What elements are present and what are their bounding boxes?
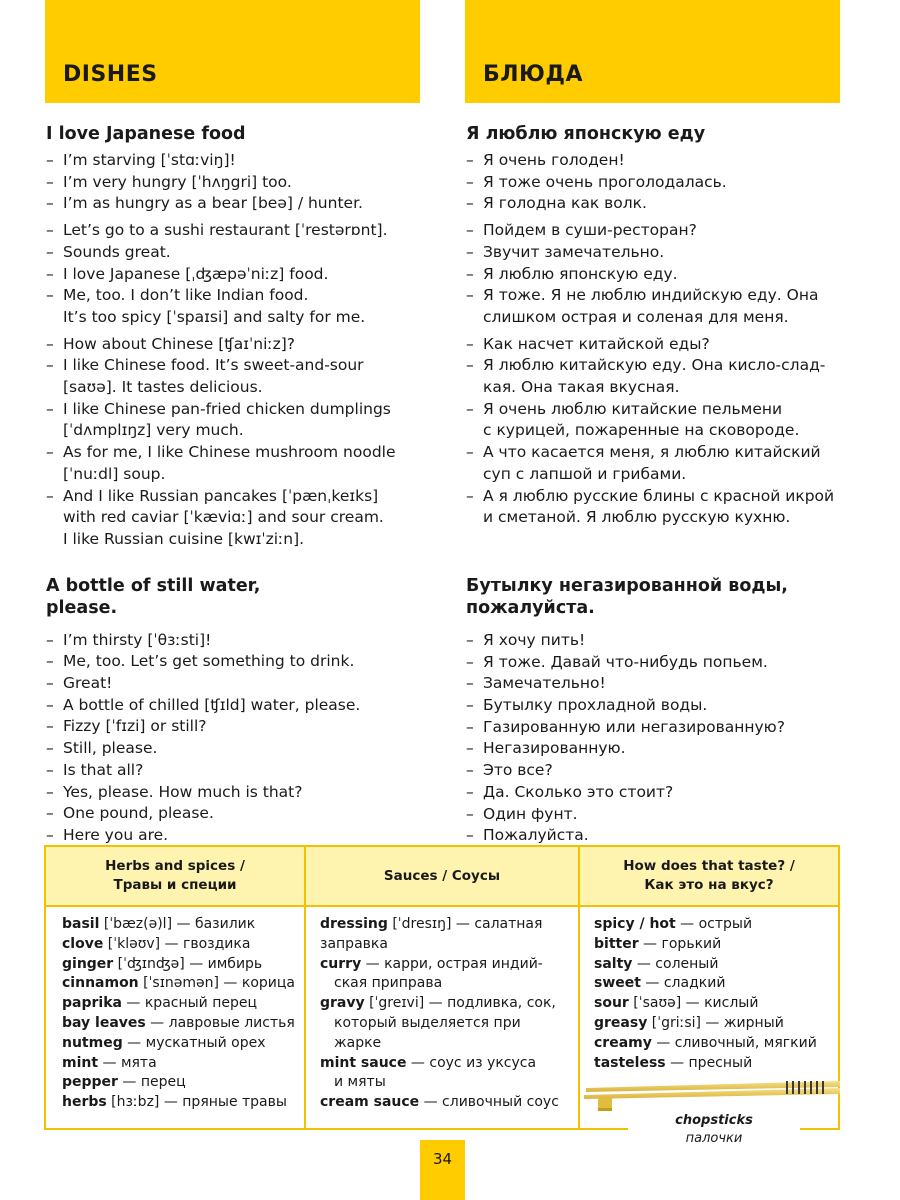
dialogue-line: – Is that all?: [46, 760, 436, 782]
vocab-row: [320, 1054, 576, 1074]
vocab-row: [320, 1014, 576, 1034]
vocab-term: bay leaves: [62, 1014, 146, 1031]
dialogue-line: – Газированную или негазированную?: [466, 717, 856, 739]
vocab-term: salty: [594, 955, 633, 972]
dialogue-line: – Let’s go to a sushi restaurant [ˈrestərɒnt].: [46, 220, 436, 242]
vocab-row: [320, 1093, 576, 1113]
header-dishes: [45, 0, 420, 103]
caption-en: chopsticks: [675, 1113, 753, 1128]
vocab-translation: — пресный: [665, 1054, 753, 1071]
dialogue-line: – Great!: [46, 673, 436, 695]
dialogue-line: и сметаной. Я люблю русскую кухню.: [483, 508, 791, 527]
dialogue-line: – Я очень голоден!: [466, 150, 856, 172]
vocab-term: herbs: [62, 1094, 107, 1111]
vocab-row: [320, 994, 576, 1014]
dialogue-group: [466, 220, 856, 329]
table-header-herbs: [46, 847, 304, 905]
dialogue-line: – Я люблю японскую еду.: [466, 264, 856, 286]
vocab-row: [594, 1014, 834, 1034]
dialogue-still-water: [46, 630, 436, 847]
vocab-row: [320, 915, 576, 935]
dialogue-group: [466, 334, 856, 529]
dialogue-line: – I’m as hungry as a bear [beə] / hunter.: [46, 193, 436, 215]
section-title-japanese-food: I love Japanese food: [46, 124, 246, 144]
vocab-translation: — мускатный орех: [122, 1034, 266, 1051]
vocab-row: [594, 935, 834, 955]
dialogue-line: – I like Chinese food. It’s sweet-and-sour: [46, 355, 436, 377]
table-column-herbs: [62, 915, 302, 1113]
dialogue-group: [46, 150, 436, 215]
vocab-translation: [ˈgreɪvi] — подливка, сок,: [364, 995, 556, 1012]
dialogue-line: – Я тоже. Я не люблю индийскую еду. Она: [466, 285, 856, 307]
vocab-row: [62, 1054, 302, 1074]
dialogue-line: – I’m very hungry [ˈhʌŋgri] too.: [46, 172, 436, 194]
dialogue-line: слишком острая и соленая для меня.: [483, 307, 789, 326]
page-number: 34: [420, 1140, 465, 1200]
dialogue-line: – А я люблю русские блины с красной икрой: [466, 486, 856, 508]
dialogue-line: – One pound, please.: [46, 803, 436, 825]
dialogue-line: – Я хочу пить!: [466, 630, 856, 652]
table-column-sauces: [320, 915, 576, 1113]
vocab-term: basil: [62, 916, 100, 932]
vocab-row: [594, 1034, 834, 1054]
dialogue-group: [46, 220, 436, 329]
right-column: [466, 123, 856, 847]
vocab-translation: — острый: [675, 916, 753, 932]
vocab-term: ginger: [62, 955, 114, 972]
vocab-row: [594, 1054, 834, 1074]
dialogue-line: [ˈdʌmplɪŋz] very much.: [63, 421, 244, 440]
dialogue-group: [466, 150, 856, 215]
dialogue-line: – I’m thirsty [ˈθɜːsti]!: [46, 630, 436, 652]
vocab-translation: [ˈsɪnəmən] — корица: [138, 975, 296, 992]
vocab-term: creamy: [594, 1034, 652, 1051]
vocab-row: [62, 955, 302, 975]
table-header-sauces: [306, 847, 578, 905]
vocab-translation: — перец: [117, 1074, 186, 1091]
vocab-row: [62, 915, 302, 935]
table-header-text: Травы и специи: [113, 877, 237, 893]
dialogue-line: – I’m starving [ˈstɑːviŋ]!: [46, 150, 436, 172]
dialogue-group: [46, 334, 436, 551]
dialogue-line: – Я очень люблю китайские пельмени: [466, 399, 856, 421]
dialogue-line: – Замечательно!: [466, 673, 856, 695]
chopsticks-caption: [628, 1112, 800, 1158]
vocab-translation: и мяты: [334, 1074, 386, 1091]
section-title-line: A bottle of still water,: [46, 575, 261, 596]
dialogue-line: – As for me, I like Chinese mushroom noodle: [46, 442, 436, 464]
dialogue-line: – Бутылку прохладной воды.: [466, 695, 856, 717]
vocab-translation: [ˈdresɪŋ] — салатная: [387, 916, 543, 932]
dialogue-line: – Yes, please. How much is that?: [46, 782, 436, 804]
vocab-translation: — мята: [98, 1054, 157, 1071]
dialogue-yaponskaya-eda: [466, 150, 856, 529]
vocab-term: nutmeg: [62, 1034, 123, 1051]
vocab-translation: — соленый: [632, 955, 719, 972]
vocab-row: [62, 974, 302, 994]
dialogue-line: – Sounds great.: [46, 242, 436, 264]
vocab-translation: — сладкий: [640, 975, 726, 992]
dialogue-line: – Я люблю китайскую еду. Она кисло-слад-: [466, 355, 856, 377]
vocab-term: cinnamon: [62, 975, 139, 992]
vocab-row: [594, 955, 834, 975]
table-header-text: Как это на вкус?: [644, 877, 774, 893]
table-column-taste: [594, 915, 834, 1073]
dialogue-line: [saʊə]. It tastes delicious.: [63, 378, 263, 397]
vocab-translation: [ˈbæz(ə)l] — базилик: [99, 916, 256, 932]
dialogue-line: – Fizzy [ˈfɪzi] or still?: [46, 716, 436, 738]
header-title-ru: БЛЮДА: [483, 62, 583, 87]
table-header-text: Herbs and spices /: [105, 858, 245, 874]
table-header-text: Sauces / Соусы: [383, 867, 501, 884]
dialogue-line: – Это все?: [466, 760, 856, 782]
dialogue-line: – Me, too. I don’t like Indian food.: [46, 285, 436, 307]
dialogue-line: [ˈnuːdl] soup.: [63, 464, 166, 483]
vocab-translation: [ˈkləʊv] — гвоздика: [103, 935, 251, 952]
dialogue-line: – Как насчет китайской еды?: [466, 334, 856, 356]
vocab-row: [62, 1093, 302, 1113]
vocab-term: mint: [62, 1054, 99, 1071]
dialogue-line: – Один фунт.: [466, 804, 856, 826]
vocab-row: [320, 1034, 576, 1054]
vocab-translation: — красный перец: [121, 995, 258, 1012]
dialogue-line: – How about Chinese [ʧaɪˈniːz]?: [46, 334, 436, 356]
dialogue-line: – Негазированную.: [466, 738, 856, 760]
vocab-translation: — сливочный соус: [419, 1094, 559, 1111]
dialogue-line: кая. Она такая вкусная.: [483, 378, 680, 397]
vocab-row: [594, 974, 834, 994]
dialogue-line: с курицей, пожаренные на сковороде.: [483, 421, 800, 440]
section-title-yaponskaya-eda: Я люблю японскую еду: [466, 124, 706, 144]
caption-ru: палочки: [685, 1131, 743, 1146]
dialogue-line: – I like Chinese pan-fried chicken dumplings: [46, 399, 436, 421]
vocab-translation: — карри, острая индий-: [361, 955, 543, 972]
dialogue-line: I like Russian cuisine [kwɪˈziːn].: [63, 529, 305, 548]
dialogue-line: – Me, too. Let’s get something to drink.: [46, 651, 436, 673]
vocab-term: spicy / hot: [594, 916, 676, 932]
dialogue-line: It’s too spicy [ˈspaɪsi] and salty for me.: [63, 307, 366, 326]
vocab-row: [594, 994, 834, 1014]
vocab-row: [320, 955, 576, 975]
vocab-row: [62, 994, 302, 1014]
vocab-term: tasteless: [594, 1054, 666, 1071]
dialogue-line: суп с лапшой и грибами.: [483, 464, 687, 483]
header-title-en: DISHES: [63, 62, 158, 87]
vocab-term: greasy: [594, 1014, 648, 1031]
dialogue-line: – Пойдем в суши-ресторан?: [466, 220, 856, 242]
dialogue-line: – I love Japanese [ˌʤæpəˈniːz] food.: [46, 264, 436, 286]
dialogue-line: – Пожалуйста.: [466, 825, 856, 847]
vocab-translation: [ˈʤɪnʤə] — имбирь: [113, 955, 263, 972]
vocab-row: [62, 935, 302, 955]
header-bliuda: [465, 0, 840, 103]
vocab-row: [594, 915, 834, 935]
vocab-row: [62, 1073, 302, 1093]
dialogue-line: – Here you are.: [46, 825, 436, 847]
section-title-still-water: [46, 575, 436, 619]
vocab-term: cream sauce: [320, 1094, 420, 1111]
vocab-translation: [ˈsaʊə] — кислый: [628, 995, 759, 1012]
section-title-line: Бутылку негазированной воды,: [466, 575, 788, 596]
dialogue-line: – Я голодна как волк.: [466, 193, 856, 215]
vocab-translation: [ˈgriːsi] — жирный: [647, 1014, 784, 1031]
vocab-term: clove: [62, 935, 104, 952]
vocab-row: [62, 1014, 302, 1034]
vocab-row: [320, 974, 576, 994]
dialogue-line: with red caviar [ˈkæviɑː] and sour cream.: [63, 508, 384, 527]
vocab-translation: ская приправа: [334, 975, 443, 992]
vocab-translation: который выделяется при: [334, 1014, 521, 1031]
dialogue-line: – Still, please.: [46, 738, 436, 760]
table-header-text: How does that taste? /: [623, 858, 795, 874]
table-header-taste: [580, 847, 838, 905]
vocab-term: sour: [594, 995, 629, 1012]
left-column: [46, 123, 436, 847]
vocab-term: curry: [320, 955, 362, 972]
vocab-translation: [hɜːbz] — пряные травы: [106, 1094, 287, 1111]
vocab-translation: — соус из уксуса: [406, 1054, 537, 1071]
dialogue-line: – Да. Сколько это стоит?: [466, 782, 856, 804]
vocab-row: [320, 935, 576, 955]
dialogue-line: – Я тоже очень проголодалась.: [466, 172, 856, 194]
vocab-translation: — лавровые листья: [145, 1014, 295, 1031]
vocab-translation: жарке: [334, 1034, 382, 1051]
dialogue-negazirovannaya-voda: [466, 630, 856, 847]
vocab-translation: заправка: [320, 935, 388, 952]
vocab-term: mint sauce: [320, 1054, 407, 1071]
vocab-term: pepper: [62, 1074, 118, 1091]
vocab-term: bitter: [594, 935, 639, 952]
dialogue-line: – Я тоже. Давай что-нибудь попьем.: [466, 652, 856, 674]
vocab-translation: — сливочный, мягкий: [651, 1034, 817, 1051]
vocab-row: [62, 1034, 302, 1054]
section-title-line: пожалуйста.: [466, 597, 595, 618]
vocab-translation: — горький: [638, 935, 722, 952]
vocab-row: [320, 1073, 576, 1093]
vocab-term: sweet: [594, 975, 641, 992]
vocab-term: dressing: [320, 916, 388, 932]
vocab-term: paprika: [62, 995, 122, 1012]
vocab-term: gravy: [320, 995, 365, 1012]
section-title-line: please.: [46, 597, 118, 618]
dialogue-line: – And I like Russian pancakes [ˈpænˌkeɪks]: [46, 486, 436, 508]
dialogue-line: – Звучит замечательно.: [466, 242, 856, 264]
dialogue-line: – А что касается меня, я люблю китайский: [466, 442, 856, 464]
section-title-negazirovannaya-voda: [466, 575, 856, 619]
dialogue-japanese-food: [46, 150, 436, 551]
dialogue-line: – A bottle of chilled [ʧɪld] water, please.: [46, 695, 436, 717]
